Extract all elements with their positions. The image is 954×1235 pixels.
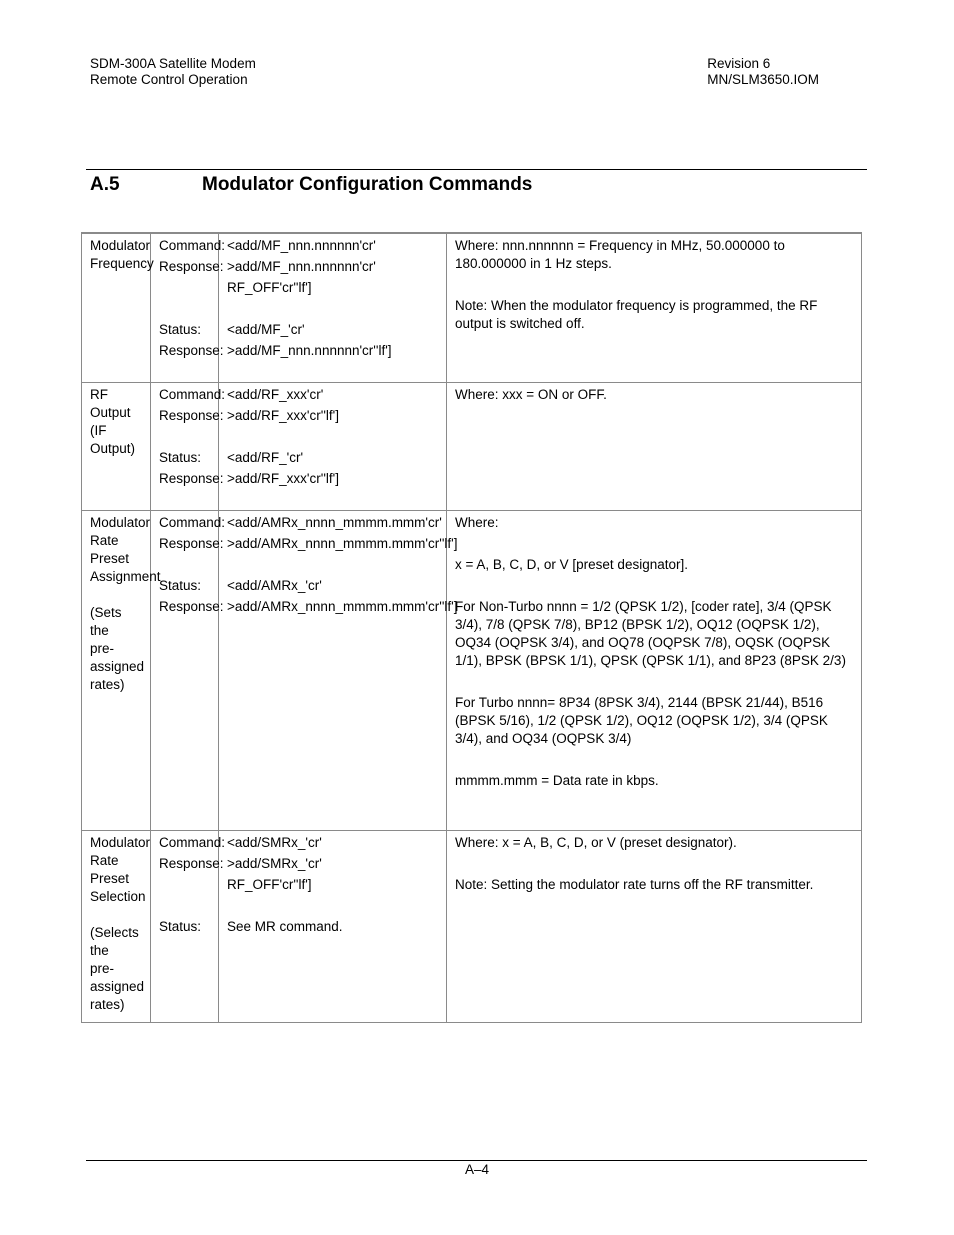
field-label-cell (151, 510, 226, 830)
command-syntax-cell (219, 510, 458, 830)
command-syntax-line: >add/AMRx_nnnn_mmmm.mmm'cr''lf'] (227, 598, 458, 614)
field-label-line (159, 428, 210, 446)
description-paragraph: mmmm.mmm = Data rate in kbps. (455, 772, 659, 788)
field-label-line: Status: (159, 577, 202, 593)
command-syntax-line: >add/MF_nnn.nnnnnn'cr' (227, 259, 376, 274)
command-syntax-line (227, 556, 438, 574)
parameter-name-line (90, 586, 142, 604)
field-label-line: Command: (159, 386, 226, 402)
command-row (82, 510, 862, 830)
description-paragraph: For Turbo nnnn= 8P34 (8PSK 3/4), 2144 (BPSK 21/44), B516 (BPSK 5/16), 1/2 (QPSK 1/2), OQ12 (OQPSK 1/2), 3/4 (QPSK 3/4), and OQ34 (OQPSK 3/4) (455, 694, 828, 746)
running-header-left (90, 56, 256, 88)
description-cell (447, 510, 862, 830)
parameter-name-line: pre- (90, 640, 115, 656)
command-syntax-cell (219, 830, 447, 1022)
parameter-name-line: rates) (90, 676, 125, 692)
command-syntax-line: >add/MF_nnn.nnnnnn'cr''lf'] (227, 343, 392, 358)
parameter-name-cell (82, 830, 151, 1022)
command-syntax-line (227, 897, 438, 915)
description-paragraph: Note: When the modulator frequency is programmed, the RF output is switched off. (455, 298, 818, 331)
parameter-name-line: Modulator (90, 238, 151, 253)
header-doc-number: MN/SLM3650.IOM (707, 72, 819, 87)
field-label-line: Response: (159, 470, 224, 486)
command-syntax-cell (219, 382, 447, 510)
command-syntax-line: See MR command. (227, 918, 343, 934)
parameter-name-line: (Selects the (90, 924, 139, 958)
command-syntax-line: RF_OFF'cr''lf'] (227, 876, 312, 892)
header-rule (86, 169, 867, 170)
parameter-name-line: pre- (90, 960, 115, 976)
page-number: A–4 (464, 1162, 490, 1177)
field-label-cell (151, 233, 226, 382)
field-label-line: Command: (159, 834, 226, 850)
running-header-right (707, 56, 819, 88)
command-syntax-line: <add/RF_xxx'cr' (227, 386, 324, 402)
description-paragraph: Where: nnn.nnnnnn = Frequency in MHz, 50.000000 to 180.000000 in 1 Hz steps. (455, 238, 785, 271)
parameter-name-line: Assignment (90, 568, 161, 584)
header-doc-title: SDM-300A Satellite Modem (90, 56, 256, 71)
description-cell (447, 382, 862, 510)
parameter-name-line: Selection (90, 888, 146, 904)
command-syntax-line: <add/MF_nnn.nnnnnn'cr' (227, 238, 376, 253)
command-syntax-line: RF_OFF'cr''lf'] (227, 280, 312, 295)
section-title: Modulator Configuration Commands (202, 174, 533, 195)
field-label-line: Response: (159, 259, 224, 274)
command-syntax-line: >add/RF_xxx'cr''lf'] (227, 407, 339, 423)
field-label-line: Response: (159, 407, 224, 423)
parameter-name-cell (82, 233, 154, 382)
command-syntax-line (227, 428, 438, 446)
field-label-cell (151, 830, 226, 1022)
parameter-name-line: Rate Preset (90, 532, 130, 566)
command-syntax-line: <add/AMRx_'cr' (227, 577, 322, 593)
field-label-line: Response: (159, 343, 224, 358)
field-label-line: Status: (159, 918, 202, 934)
field-label-line: Response: (159, 598, 224, 614)
parameter-name-cell (82, 510, 161, 830)
command-syntax-line: <add/MF_'cr' (227, 322, 305, 337)
command-syntax-line: >add/SMRx_'cr' (227, 855, 322, 871)
footer-rule (86, 1160, 867, 1161)
parameter-name-line: Modulator (90, 834, 151, 850)
command-row (82, 382, 862, 510)
field-label-line (159, 556, 210, 574)
parameter-name-line: assigned (90, 978, 145, 994)
field-label-line: Response: (159, 535, 224, 551)
command-syntax-line: <add/AMRx_nnnn_mmmm.mmm'cr' (227, 514, 442, 530)
parameter-name-line: (Sets the (90, 604, 122, 638)
command-syntax-line: <add/SMRx_'cr' (227, 834, 322, 850)
command-syntax-line: >add/AMRx_nnnn_mmmm.mmm'cr''lf'] (227, 535, 458, 551)
command-row (82, 233, 862, 382)
field-label-line (159, 876, 210, 894)
header-doc-section: Remote Control Operation (90, 72, 248, 87)
parameter-name-line: Modulator (90, 514, 151, 530)
parameter-name-line: rates) (90, 996, 125, 1012)
command-table (81, 232, 862, 1023)
description-paragraph: Where: xxx = ON or OFF. (455, 386, 607, 402)
parameter-name-cell (82, 382, 151, 510)
header-revision: Revision 6 (707, 56, 771, 71)
field-label-cell (151, 382, 226, 510)
parameter-name-line: (IF Output) (90, 422, 136, 456)
description-paragraph: x = A, B, C, D, or V [preset designator]. (455, 556, 688, 572)
field-label-line (159, 897, 210, 915)
description-cell (447, 830, 862, 1022)
field-label-line: Command: (159, 238, 226, 253)
field-label-line (159, 300, 210, 318)
field-label-line (159, 279, 210, 297)
command-syntax-line: <add/RF_'cr' (227, 449, 304, 465)
parameter-name-line: Rate Preset (90, 852, 130, 886)
description-paragraph: Where: (455, 514, 499, 530)
command-syntax-line (227, 300, 438, 318)
field-label-line: Response: (159, 855, 224, 871)
description-cell (447, 233, 862, 382)
command-syntax-cell (219, 233, 447, 382)
description-paragraph: For Non-Turbo nnnn = 1/2 (QPSK 1/2), [coder rate], 3/4 (QPSK 3/4), 7/8 (QPSK 7/8), BP12 (BPSK 1/2), OQ12 (OQPSK 1/2), OQ34 (OQPSK 3/4), and OQ78 (OQPSK 7/8), OQSK (OQPSK 1/1), BPSK (BPSK 1/1), QPSK (QPSK 1/1), and 8P23 (8PSK 2/3) (455, 598, 846, 668)
parameter-name-line: RF Output (90, 386, 131, 420)
field-label-line: Status: (159, 449, 202, 465)
command-row (82, 830, 862, 1022)
parameter-name-line: assigned (90, 658, 145, 674)
field-label-line: Command: (159, 514, 226, 530)
section-number: A.5 (90, 174, 120, 195)
command-syntax-line: >add/RF_xxx'cr''lf'] (227, 470, 339, 486)
parameter-name-line: Frequency (90, 256, 154, 271)
description-paragraph: Note: Setting the modulator rate turns off the RF transmitter. (455, 876, 814, 892)
parameter-name-line (90, 906, 142, 924)
field-label-line: Status: (159, 322, 202, 337)
description-paragraph: Where: x = A, B, C, D, or V (preset designator). (455, 834, 737, 850)
